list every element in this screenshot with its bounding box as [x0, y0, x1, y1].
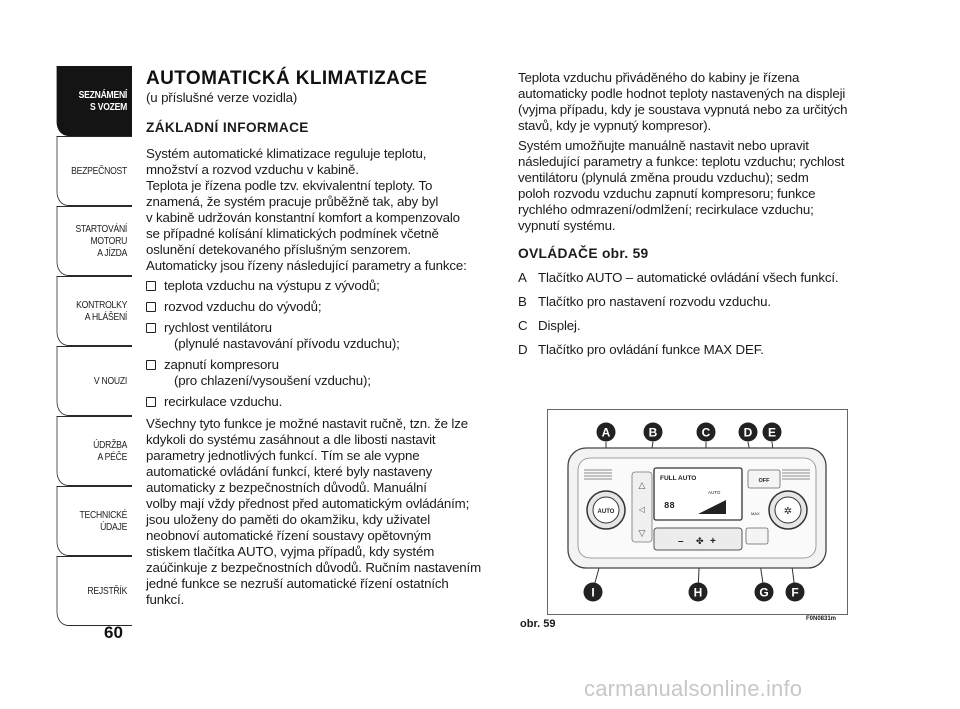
- page-title: AUTOMATICKÁ KLIMATIZACE: [146, 68, 428, 89]
- list-item: recirkulace vzduchu.: [146, 394, 496, 410]
- svg-text:AUTO: AUTO: [597, 509, 615, 515]
- svg-text:A: A: [601, 425, 611, 440]
- outro-paragraph: Všechny tyto funkce je možné nastavit ručně, tzn. že lze kdykoli do systému zasáhnout a dle libosti nastavit parametry jednotlivých funkcí. Tím se ale vypne automatické ovládání funkcí, které byly nastaveny automaticky z bezpečnostních důvodů. Manuální volby mají vždy přednost před automatickým ovládáním; jsou uloženy do paměti do okamžiku, kdy uživatel neobnoví automatické řízení soustavy opětovným stiskem tlačítka AUTO, vyjma případů, kdy systém zaúčinkuje z bezpečnostních důvodů. Ručním nastavením jedné funkce se nezruší automatické řízení ostatních funkcí.: [146, 416, 482, 607]
- intro-paragraph: Systém automatické klimatizace reguluje teplotu, množství a rozvod vzduchu v kabině. Teplota je řízena podle tzv. ekvivalentní teploty. To znamená, že systém pracuje průběžně tak, aby byl v kabině udržován konstantní komfort a kompenzovalo se případné kolísání klimatických podmínek včetně oslunění detekovaného příslušným senzorem. Automaticky jsou řízeny následující parametry a funkce:: [146, 146, 467, 273]
- svg-text:✲: ✲: [783, 506, 793, 517]
- svg-text:△: △: [638, 481, 646, 491]
- climate-panel-figure: [547, 409, 848, 615]
- checkbox-bullet-icon: [146, 323, 156, 333]
- tab-rejstrik[interactable]: REJSTŘÍK: [57, 556, 132, 626]
- svg-text:AUTO: AUTO: [708, 490, 721, 495]
- svg-text:D: D: [743, 425, 753, 440]
- controls-list: [518, 270, 894, 358]
- svg-text:H: H: [693, 585, 703, 600]
- left-column: [146, 68, 496, 612]
- list-item: B Tlačítko pro nastavení rozvodu vzduchu.: [518, 294, 771, 309]
- svg-text:G: G: [759, 585, 769, 600]
- svg-text:+: +: [710, 536, 716, 547]
- list-item: rychlost ventilátoru (plynulé nastavování přívodu vzduchu);: [146, 320, 496, 352]
- list-item: C Displej.: [518, 318, 581, 333]
- svg-text:OFF: OFF: [758, 478, 770, 484]
- svg-text:B: B: [648, 425, 658, 440]
- svg-text:✤: ✤: [696, 537, 704, 547]
- climate-panel-illustration: [548, 410, 847, 614]
- tab-startovani-motoru[interactable]: STARTOVÁNÍ MOTORU A JÍZDA: [57, 206, 132, 276]
- svg-text:C: C: [701, 425, 711, 440]
- list-item: D Tlačítko pro ovládání funkce MAX DEF.: [518, 342, 764, 357]
- tab-technicke-udaje[interactable]: TECHNICKÉ ÚDAJE: [57, 486, 132, 556]
- svg-text:F: F: [791, 585, 799, 600]
- svg-text:▽: ▽: [638, 529, 646, 539]
- figure-caption: obr. 59: [520, 618, 556, 630]
- tab-bezpecnost[interactable]: BEZPEČNOST: [57, 136, 132, 206]
- right-column: [518, 70, 894, 366]
- page-subtitle: (u příslušné verze vozidla): [146, 90, 298, 105]
- svg-text:MAX: MAX: [751, 511, 760, 516]
- list-item: zapnutí kompresoru (pro chlazení/vysoušení vzduchu);: [146, 357, 496, 389]
- svg-text:FULL AUTO: FULL AUTO: [660, 475, 697, 482]
- tab-udrzba[interactable]: ÚDRŽBA A PÉČE: [57, 416, 132, 486]
- tab-v-nouzi[interactable]: V NOUZI: [57, 346, 132, 416]
- controls-heading: OVLÁDAČE obr. 59: [518, 246, 649, 261]
- temperature-paragraph: Teplota vzduchu přiváděného do kabiny je řízena automaticky podle hodnot teploty nastavených na displeji (vyjma případu, kdy je soustava vypnutá nebo za určitých stavů, kdy je vypnutý kompresor).: [518, 70, 848, 133]
- svg-text:88: 88: [664, 501, 675, 511]
- svg-text:◁: ◁: [638, 505, 646, 514]
- list-item: rozvod vzduchu do vývodů;: [146, 299, 496, 315]
- checkbox-bullet-icon: [146, 281, 156, 291]
- svg-text:–: –: [678, 536, 684, 547]
- checkbox-bullet-icon: [146, 302, 156, 312]
- checkbox-bullet-icon: [146, 360, 156, 370]
- page-number: 60: [104, 623, 123, 642]
- svg-text:I: I: [591, 585, 595, 600]
- tab-kontrolky[interactable]: KONTROLKY A HLÁŠENÍ: [57, 276, 132, 346]
- list-item: teplota vzduchu na výstupu z vývodů;: [146, 278, 496, 294]
- figure-code: F0N0831m: [806, 616, 837, 622]
- checkbox-bullet-icon: [146, 397, 156, 407]
- manual-settings-paragraph: Systém umožňujte manuálně nastavit nebo upravit následující parametry a funkce: teplotu vzduchu; rychlost ventilátoru (plynulá změna proudu vzduchu); sedm poloh rozvodu vzduchu zapnutí kompresoru; funkce rychlého odmrazení/odmlžení; recirkulace vzduchu; vypnutí systému.: [518, 138, 845, 233]
- section-heading: ZÁKLADNÍ INFORMACE: [146, 120, 309, 135]
- tab-seznameni-s-vozem[interactable]: SEZNÁMENÍ S VOZEM: [57, 66, 132, 136]
- list-item: A Tlačítko AUTO – automatické ovládání všech funkcí.: [518, 270, 839, 285]
- parameter-list: [146, 278, 496, 410]
- watermark: carmanualsonline.info: [584, 676, 803, 701]
- svg-text:E: E: [767, 425, 777, 440]
